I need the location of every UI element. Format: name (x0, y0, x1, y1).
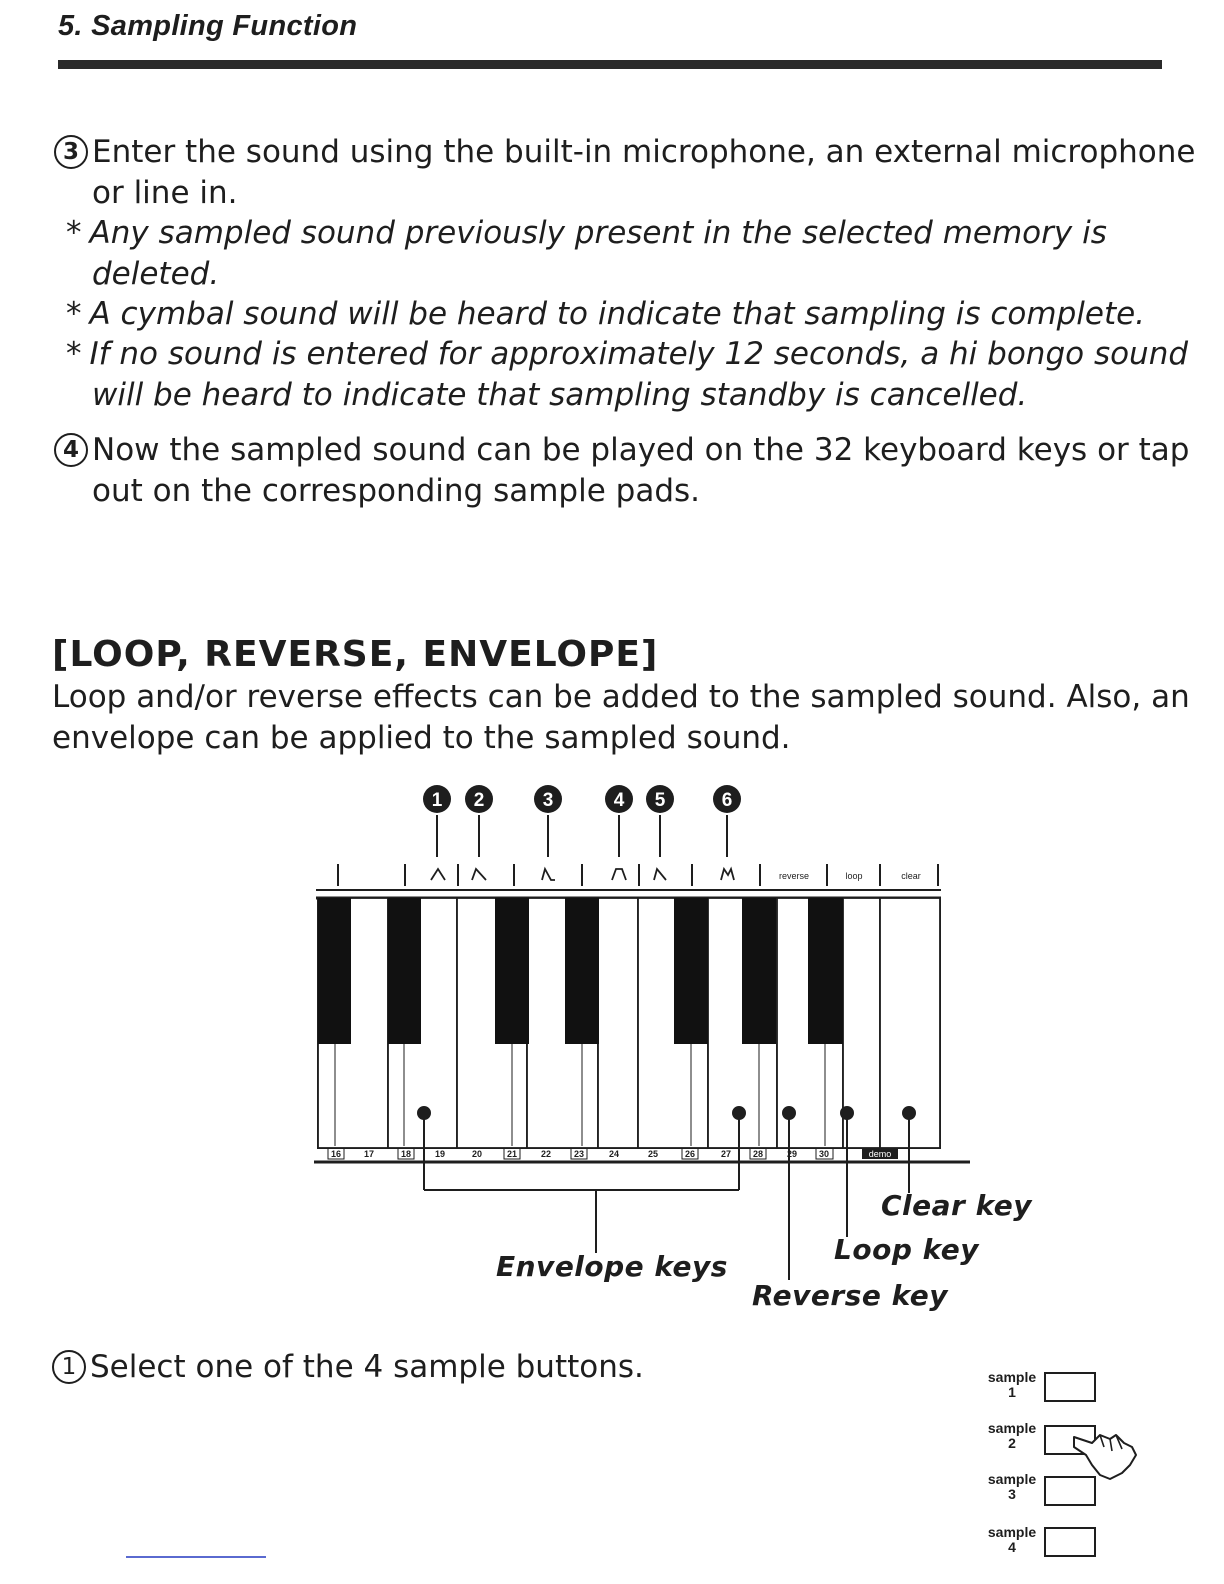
envelope-1-icon (431, 869, 445, 880)
note-1-line1: Any sampled sound previously present in the selected memory is (89, 215, 1107, 251)
badge-4-label: 4 (613, 790, 625, 811)
sample-1-label (982, 1370, 1042, 1400)
sample-number: 4 (1008, 1539, 1016, 1555)
step-4-text-line1: Now the sampled sound can be played on the 32 keyboard keys or tap (92, 432, 1190, 468)
badge-6 (713, 785, 741, 857)
key-number: 25 (647, 1149, 659, 1159)
key-number: 18 (400, 1149, 412, 1159)
key-number: 24 (608, 1149, 620, 1159)
key-number: 26 (684, 1149, 696, 1159)
reverse-panel-label: reverse (778, 871, 810, 881)
badge-1-label: 1 (431, 790, 443, 811)
section-title: [LOOP, REVERSE, ENVELOPE] (52, 634, 659, 675)
key-number: 27 (720, 1149, 732, 1159)
note-marker: * (66, 336, 82, 372)
black-key[interactable] (388, 898, 421, 1044)
step-1 (52, 1347, 644, 1388)
sample-word: sample (987, 1471, 1037, 1487)
key-number: 16 (330, 1149, 342, 1159)
section-intro-line1: Loop and/or reverse effects can be added to the sampled sound. Also, an (52, 679, 1190, 715)
section-intro-line2: envelope can be applied to the sampled sound. (52, 720, 791, 756)
step-number-badge: 3 (54, 135, 88, 169)
envelope-2-icon (472, 869, 486, 880)
black-key[interactable] (565, 898, 599, 1044)
badge-5-label: 5 (654, 790, 666, 811)
loop-panel-label: loop (845, 871, 863, 881)
key-number: 23 (573, 1149, 585, 1159)
clear-key-label: Clear key (881, 1189, 1032, 1222)
sample-word: sample (987, 1369, 1037, 1385)
step-1-text: Select one of the 4 sample buttons. (90, 1349, 644, 1385)
badge-2 (465, 785, 493, 857)
pointing-hand-icon (1070, 1425, 1146, 1485)
badge-4 (605, 785, 633, 857)
footer-underline (126, 1556, 266, 1558)
badge-5 (646, 785, 674, 857)
sample-1-button[interactable] (1044, 1372, 1096, 1402)
white-key[interactable] (598, 898, 638, 1148)
black-key[interactable] (808, 898, 843, 1044)
key-number: 30 (818, 1149, 830, 1159)
key-number-strip (328, 1148, 898, 1159)
badge-3 (534, 785, 562, 857)
sample-3-label (982, 1472, 1042, 1502)
note-marker: * (66, 296, 82, 332)
sample-number: 1 (1008, 1384, 1016, 1400)
black-key[interactable] (742, 898, 776, 1044)
black-key[interactable] (495, 898, 529, 1044)
sample-4-button[interactable] (1044, 1527, 1096, 1557)
clear-panel-label: clear (901, 871, 921, 881)
key-number: 29 (786, 1149, 798, 1159)
note-3-line2: will be heard to indicate that sampling standby is cancelled. (92, 377, 1028, 413)
note-3-line1: If no sound is entered for approximately 12 seconds, a hi bongo sound (89, 336, 1189, 372)
sample-number: 2 (1008, 1435, 1016, 1451)
step-3-text-line1: Enter the sound using the built-in microphone, an external microphone (92, 134, 1196, 170)
envelope-keys-label: Envelope keys (496, 1250, 728, 1283)
sample-number: 3 (1008, 1486, 1016, 1502)
key-number: 22 (540, 1149, 552, 1159)
key-number: 17 (363, 1149, 375, 1159)
black-keys (318, 898, 843, 1044)
envelope-3-icon (542, 869, 555, 880)
sample-word: sample (987, 1420, 1037, 1436)
note-2-line1: A cymbal sound will be heard to indicate that sampling is complete. (89, 296, 1146, 332)
envelope-6-icon (721, 869, 734, 880)
step-number-badge: 1 (52, 1350, 86, 1384)
demo-label: demo (868, 1149, 892, 1159)
sample-2-label (982, 1421, 1042, 1451)
step-3-text-line2: or line in. (92, 175, 238, 211)
badge-1 (423, 785, 451, 857)
badge-2-label: 2 (473, 790, 485, 811)
envelope-4-icon (612, 869, 626, 880)
sample-4-label (982, 1525, 1042, 1555)
black-key[interactable] (318, 898, 351, 1044)
sample-word: sample (987, 1524, 1037, 1540)
badge-3-label: 3 (542, 790, 554, 811)
note-marker: * (66, 215, 82, 251)
loop-key-label: Loop key (834, 1233, 979, 1266)
reverse-key-label: Reverse key (752, 1279, 948, 1312)
step-4-text-line2: out on the corresponding sample pads. (92, 473, 700, 509)
envelope-5-icon (654, 869, 666, 880)
step-number-badge: 4 (54, 433, 88, 467)
key-number: 20 (471, 1149, 483, 1159)
key-number: 21 (506, 1149, 518, 1159)
page-header-title: 5. Sampling Function (58, 10, 358, 42)
note-1-line2: deleted. (92, 256, 220, 292)
badge-6-label: 6 (721, 790, 733, 811)
key-number: 28 (752, 1149, 764, 1159)
black-key[interactable] (674, 898, 708, 1044)
key-number: 19 (434, 1149, 446, 1159)
